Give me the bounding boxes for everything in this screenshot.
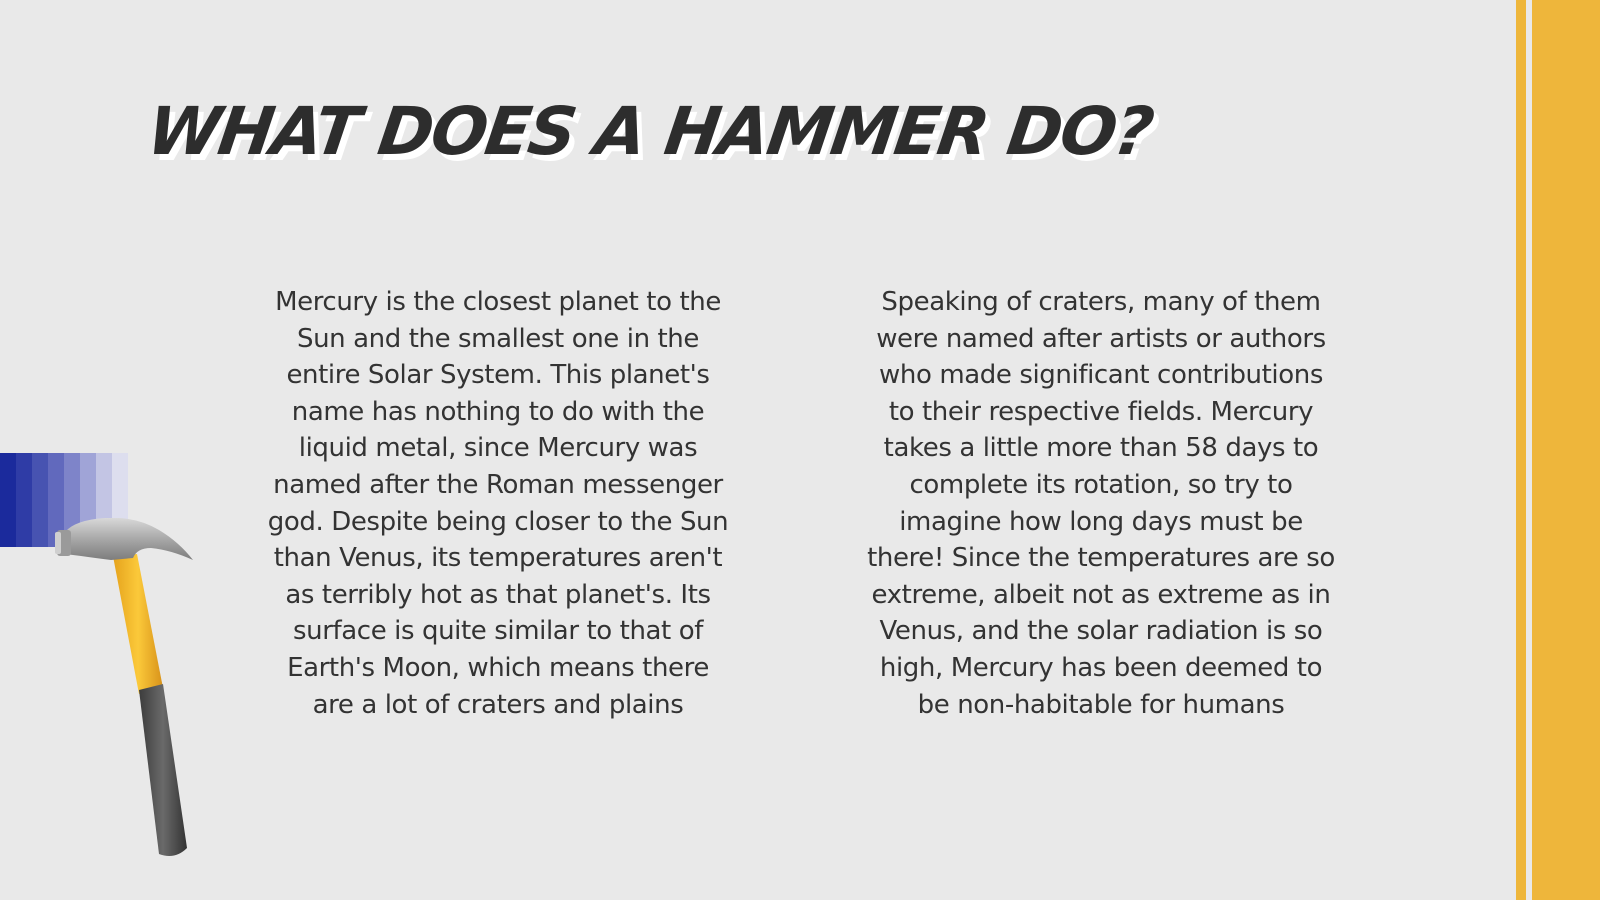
color-swatch-1 [0, 453, 16, 547]
color-swatch-2 [16, 453, 32, 547]
text-column-right: Speaking of craters, many of them were named after artists or authors who made significant contributions to their respective fields. Mercury takes a little more than 58 days to complete its rotation, so try to imagine how long days must be there! Since the temperatures are so extreme, albeit not as extreme as in Venus, and the solar radiation is so high, Mercury has been deemed to be non-habitable for humans [867, 287, 1335, 720]
color-swatch-3 [32, 453, 48, 547]
hammer-icon [55, 518, 205, 868]
slide-title: WHAT DOES A HAMMER DO? [142, 93, 1157, 170]
text-column-left: Mercury is the closest planet to the Sun and the smallest one in the entire Solar System. This planet's name has nothing to do with the liquid metal, since Mercury was named after the Roman messenger god. Despite being closer to the Sun than Venus, its temperatures aren't as terribly hot as that planet's. Its surface is quite similar to that of Earth's Moon, which means there are a lot of craters and plains [267, 287, 729, 720]
accent-stripe-thick [1532, 0, 1600, 900]
accent-stripe-thin [1516, 0, 1526, 900]
